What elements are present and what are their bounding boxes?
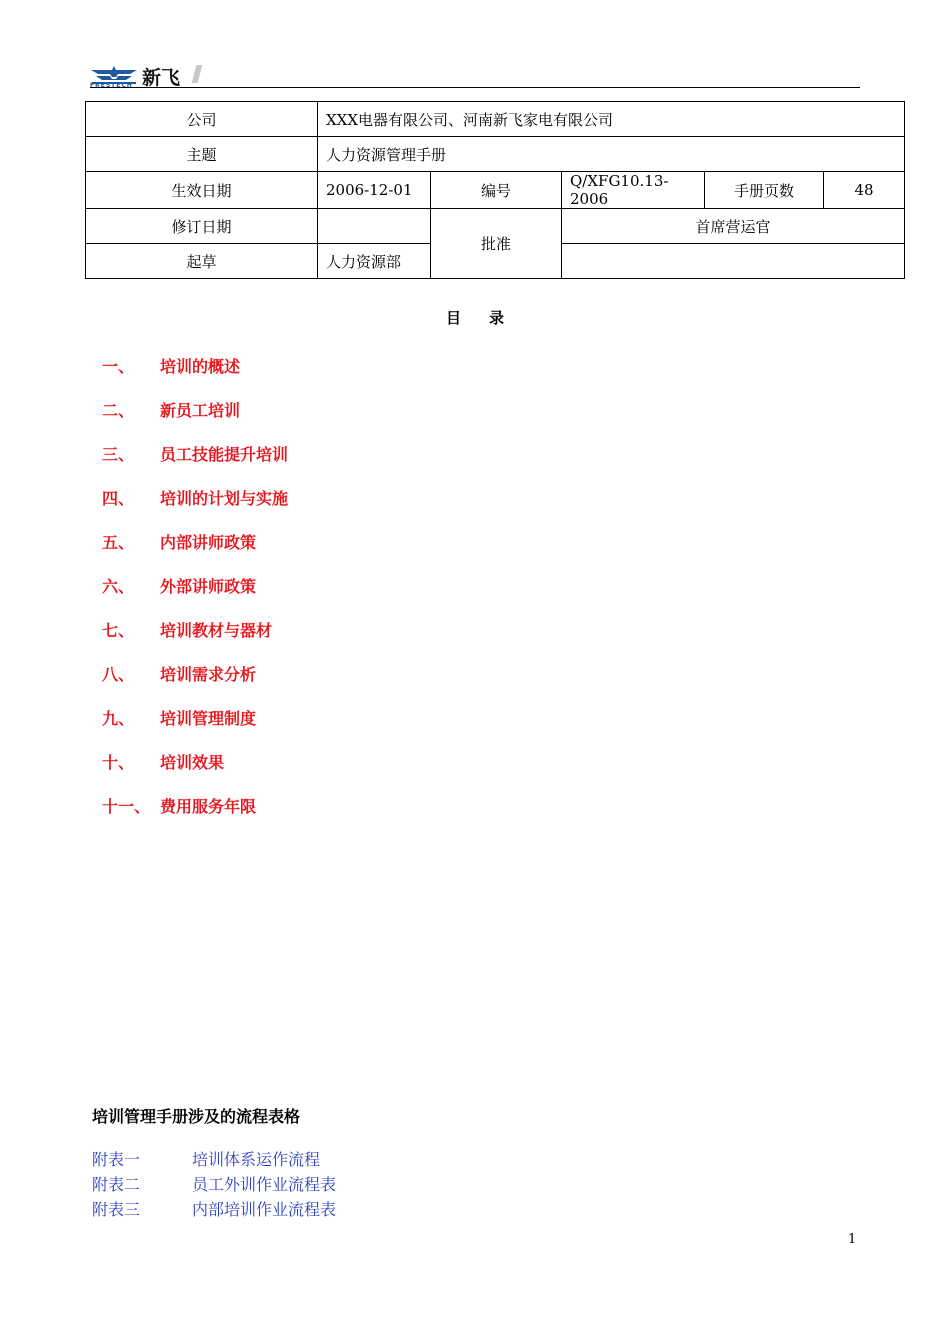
logo-swoosh bbox=[192, 65, 203, 83]
toc-item[interactable] bbox=[102, 486, 288, 530]
pages-value: 48 bbox=[824, 172, 905, 209]
pages-label: 手册页数 bbox=[705, 172, 824, 209]
appendix-item[interactable] bbox=[92, 1148, 336, 1173]
subject-value: 人力资源管理手册 bbox=[318, 137, 905, 172]
table-row bbox=[86, 209, 905, 244]
toc-item[interactable] bbox=[102, 354, 288, 398]
toc-item-label: 培训的概述 bbox=[160, 357, 241, 376]
toc-item-label: 培训需求分析 bbox=[160, 665, 257, 684]
toc-title-part: 录 bbox=[489, 309, 505, 327]
approve-value: 首席营运官 bbox=[562, 209, 905, 244]
toc-item-number: 九、 bbox=[102, 709, 135, 728]
logo-subtext: FRESTECH bbox=[90, 82, 133, 89]
toc-item-number: 七、 bbox=[102, 621, 135, 640]
toc-item-number: 四、 bbox=[102, 489, 135, 508]
appendix-item-label: 员工外训作业流程表 bbox=[192, 1175, 337, 1194]
toc-item-label: 费用服务年限 bbox=[160, 797, 257, 816]
table-row bbox=[86, 137, 905, 172]
draft-label: 起草 bbox=[86, 244, 318, 279]
toc-item[interactable] bbox=[102, 662, 288, 706]
toc-item-number: 三、 bbox=[102, 445, 135, 464]
approve-label: 批准 bbox=[431, 209, 562, 279]
company-value: XXX电器有限公司、河南新飞家电有限公司 bbox=[318, 102, 905, 137]
toc-item[interactable] bbox=[102, 530, 288, 574]
approve-signature-cell bbox=[562, 244, 905, 279]
revision-date-label: 修订日期 bbox=[86, 209, 318, 244]
toc-item-number: 八、 bbox=[102, 665, 135, 684]
appendix-title: 培训管理手册涉及的流程表格 bbox=[92, 1107, 301, 1126]
toc-item-label: 培训的计划与实施 bbox=[160, 489, 289, 508]
code-value: Q/XFG10.13-2006 bbox=[562, 172, 705, 209]
toc-item[interactable] bbox=[102, 442, 288, 486]
page-header bbox=[90, 62, 860, 90]
toc-item[interactable] bbox=[102, 794, 288, 838]
draft-value: 人力资源部 bbox=[318, 244, 431, 279]
table-of-contents bbox=[102, 354, 288, 838]
toc-item-number: 六、 bbox=[102, 577, 135, 596]
toc-item-number: 十、 bbox=[102, 753, 135, 772]
toc-item[interactable] bbox=[102, 574, 288, 618]
appendix-item-number: 附表一 bbox=[92, 1150, 141, 1169]
header-rule bbox=[90, 87, 860, 88]
appendix-item-number: 附表二 bbox=[92, 1175, 141, 1194]
effective-date-label: 生效日期 bbox=[86, 172, 318, 209]
appendix-list bbox=[92, 1148, 336, 1223]
table-row bbox=[86, 102, 905, 137]
appendix-item-label: 培训体系运作流程 bbox=[192, 1150, 321, 1169]
toc-item-label: 外部讲师政策 bbox=[160, 577, 257, 596]
toc-title-part: 目 bbox=[445, 309, 461, 327]
toc-item[interactable] bbox=[102, 398, 288, 442]
toc-item[interactable] bbox=[102, 706, 288, 750]
toc-item-number: 一、 bbox=[102, 357, 135, 376]
toc-item-label: 内部讲师政策 bbox=[160, 533, 257, 552]
toc-item-number: 二、 bbox=[102, 401, 135, 420]
toc-item[interactable] bbox=[102, 618, 288, 662]
code-label: 编号 bbox=[431, 172, 562, 209]
toc-title bbox=[0, 307, 950, 328]
page-number: 1 bbox=[848, 1232, 857, 1247]
appendix-item-label: 内部培训作业流程表 bbox=[192, 1200, 337, 1219]
toc-item-label: 培训效果 bbox=[160, 753, 225, 772]
subject-label: 主题 bbox=[86, 137, 318, 172]
appendix-item-number: 附表三 bbox=[92, 1200, 141, 1219]
logo-text: 新飞 bbox=[142, 67, 181, 89]
toc-item-label: 培训管理制度 bbox=[160, 709, 257, 728]
company-label: 公司 bbox=[86, 102, 318, 137]
table-row bbox=[86, 172, 905, 209]
toc-item-label: 新员工培训 bbox=[160, 401, 241, 420]
document-info-table bbox=[85, 101, 905, 279]
toc-item-label: 培训教材与器材 bbox=[160, 621, 273, 640]
revision-date-value bbox=[318, 209, 431, 244]
effective-date-value: 2006-12-01 bbox=[318, 172, 431, 209]
toc-item-number: 五、 bbox=[102, 533, 135, 552]
toc-item-number: 十一、 bbox=[102, 797, 151, 816]
toc-item-label: 员工技能提升培训 bbox=[160, 445, 289, 464]
appendix-item[interactable] bbox=[92, 1198, 336, 1223]
appendix-item[interactable] bbox=[92, 1173, 336, 1198]
toc-item[interactable] bbox=[102, 750, 288, 794]
